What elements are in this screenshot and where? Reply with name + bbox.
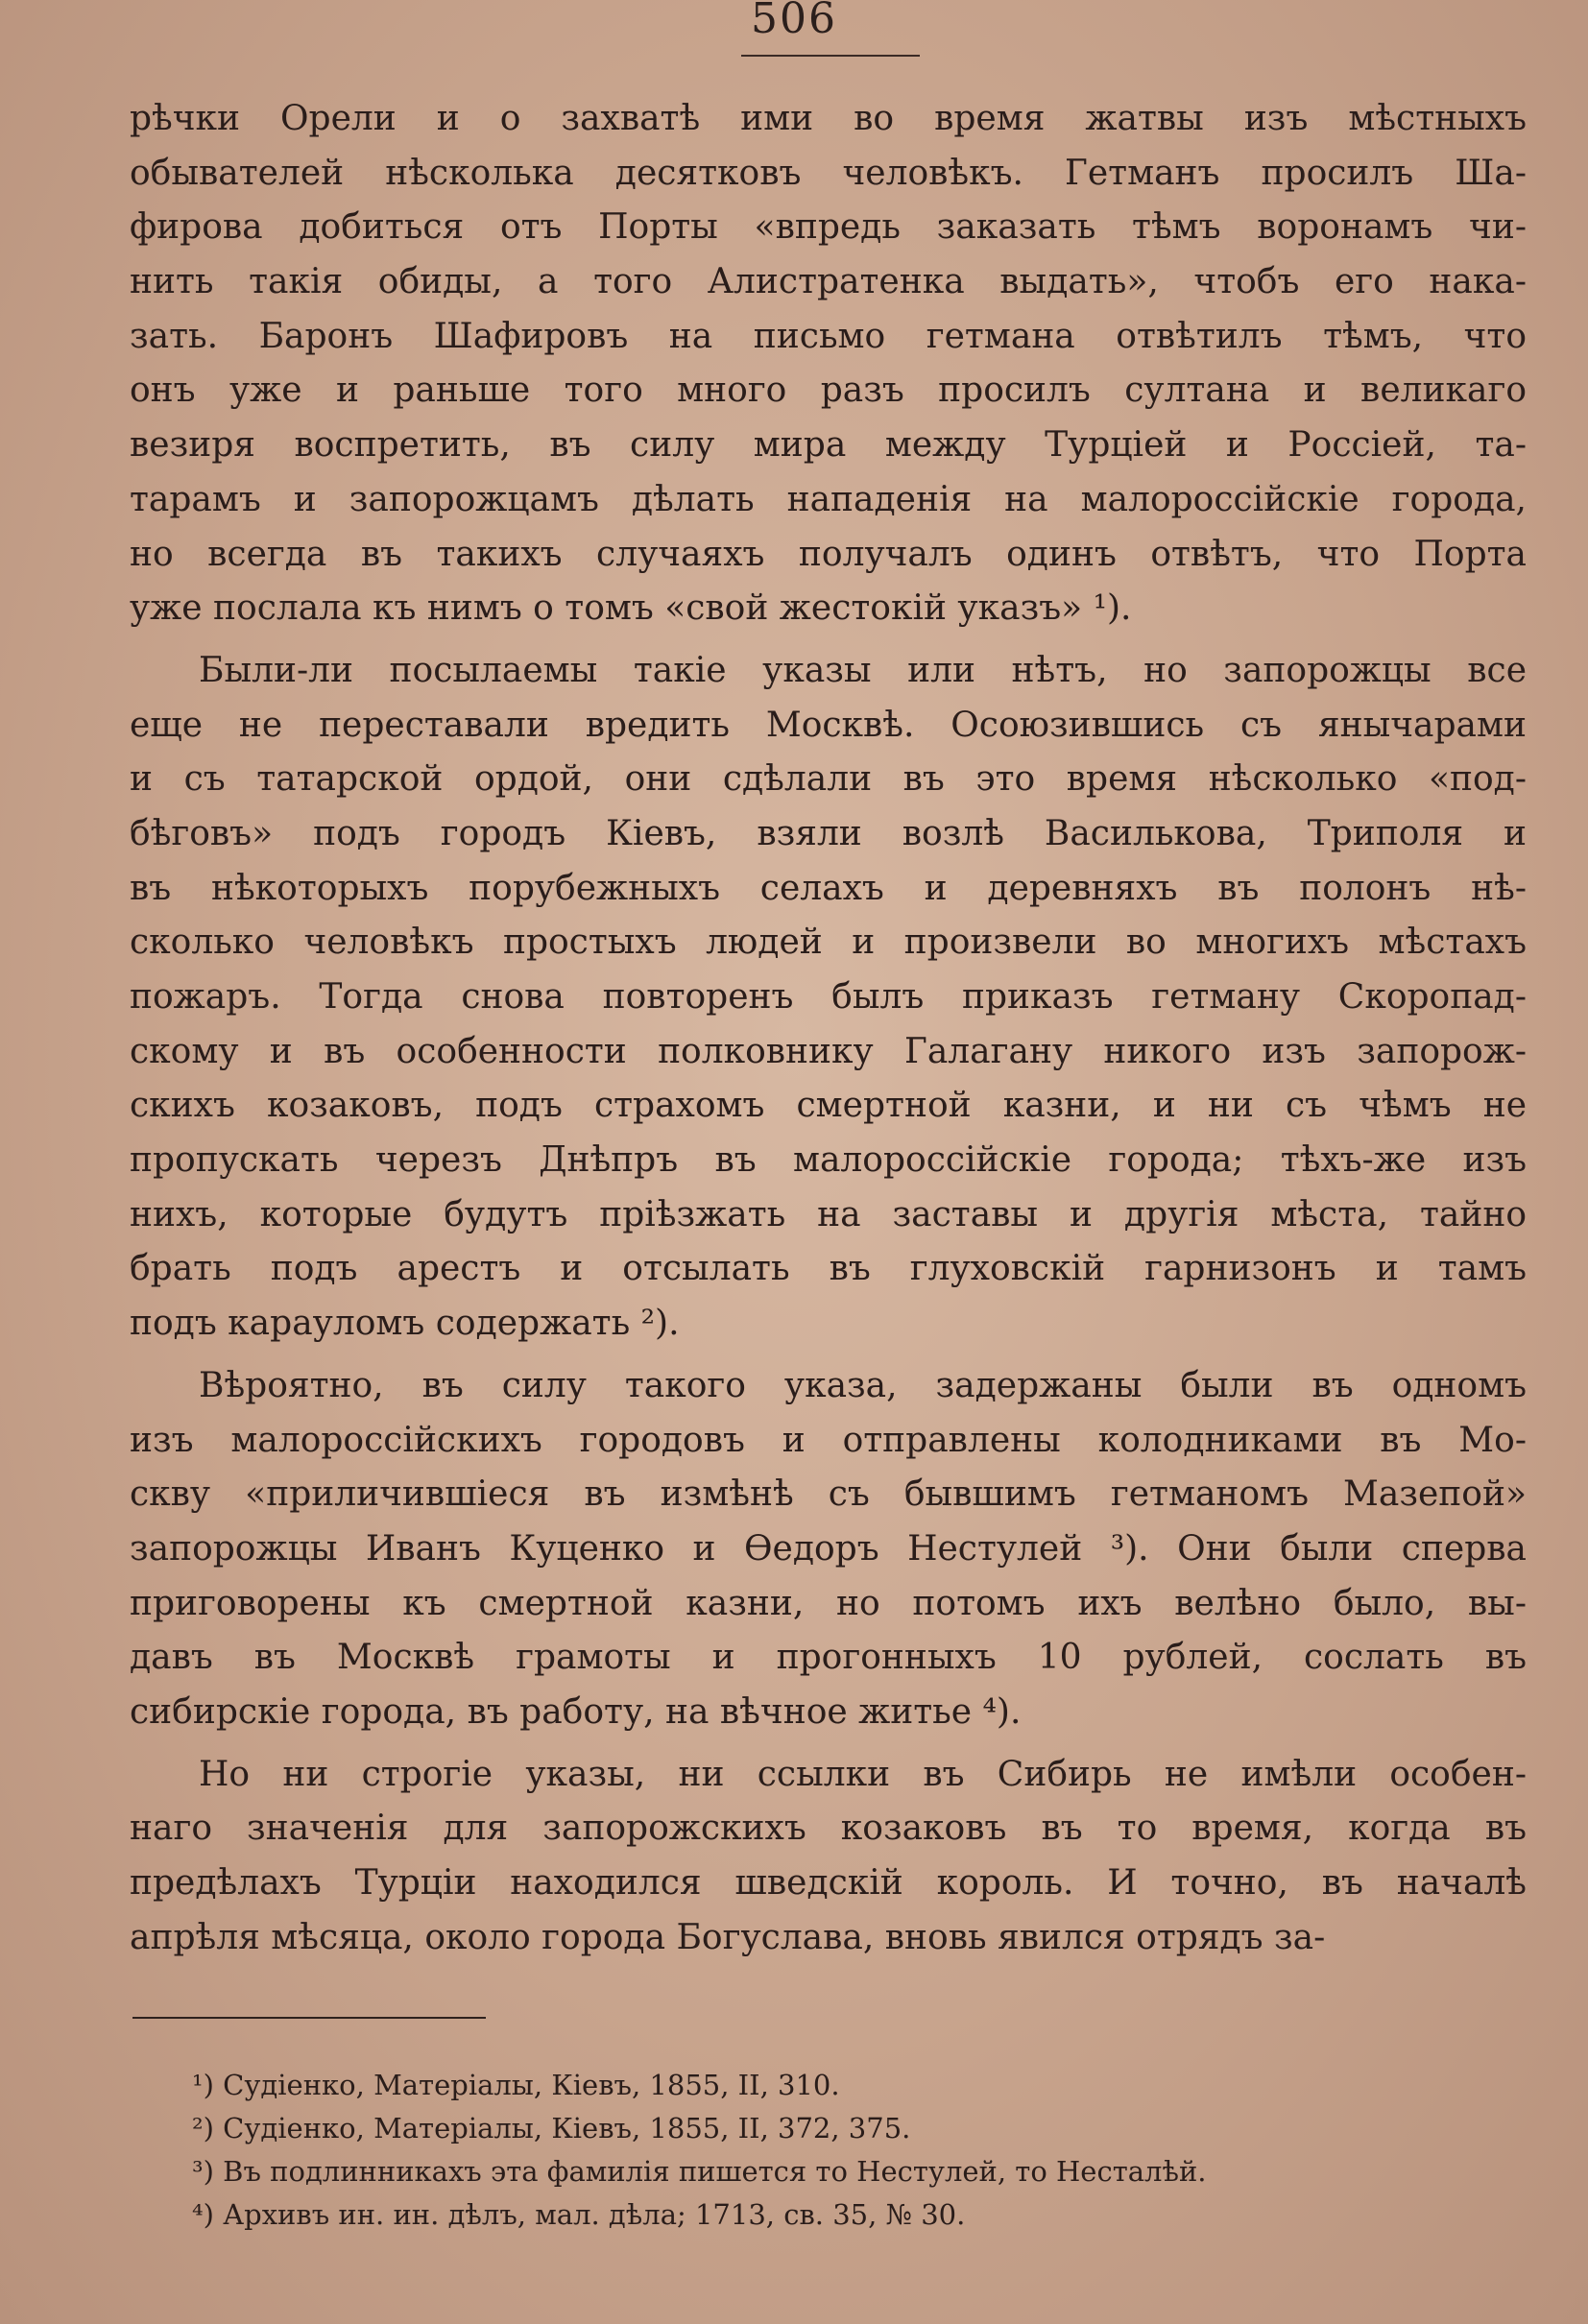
text-line: фирова добиться отъ Порты «впредь заказать тѣмъ воронамъ чи- [130, 207, 1527, 248]
text-line: Вѣроятно, въ силу такого указа, задержаны были въ одномъ [199, 1365, 1527, 1405]
text-line: онъ уже и раньше того много разъ просилъ султана и великаго [130, 371, 1527, 411]
text-line: нить такія обиды, а того Алистратенка выдать», чтобъ его нака- [130, 262, 1527, 302]
footnote-marker: ³) [192, 2155, 214, 2188]
footnote-marker: ⁴) [192, 2198, 214, 2231]
paragraph-gap [130, 1740, 1527, 1748]
footnote [192, 2150, 1498, 2193]
text-line: обывателей нѣсколька десятковъ человѣкъ. Гетманъ просилъ Ша- [130, 153, 1527, 193]
text-line: Но ни строгіе указы, ни ссылки въ Сибирь не имѣли особен- [199, 1754, 1527, 1794]
footnote-marker: ¹) [192, 2069, 214, 2101]
footnote-marker: ²) [192, 2112, 214, 2144]
paragraph-gap [130, 636, 1527, 644]
text-line: пожаръ. Тогда снова повторенъ былъ приказъ гетману Скоропад- [130, 977, 1527, 1017]
text-line: скву «приличившіеся въ измѣнѣ съ бывшимъ гетманомъ Мазепой» [130, 1474, 1527, 1515]
paragraph [130, 1359, 1527, 1740]
text-line: скихъ козаковъ, подъ страхомъ смертной казни, и ни съ чѣмъ не [130, 1086, 1527, 1126]
text-line: брать подъ арестъ и отсылать въ глуховскій гарнизонъ и тамъ [130, 1249, 1527, 1289]
text-line: но всегда въ такихъ случаяхъ получалъ одинъ отвѣтъ, что Порта [130, 534, 1527, 574]
footnote-text: Судіенко, Матеріалы, Кіевъ, 1855, II, 310. [223, 2069, 840, 2101]
text-line: предѣлахъ Турціи находился шведскій король. И точно, въ началѣ [130, 1863, 1527, 1903]
text-line: уже послала къ нимъ о томъ «свой жестокій указъ» ¹). [130, 588, 1132, 629]
paragraph [130, 92, 1527, 636]
text-line: рѣчки Орели и о захватѣ ими во время жатвы изъ мѣстныхъ [130, 99, 1527, 138]
text-line: зать. Баронъ Шафировъ на письмо гетмана отвѣтилъ тѣмъ, что [130, 316, 1527, 356]
body-text [130, 92, 1527, 1965]
footnote [192, 2064, 1498, 2107]
footnote-text: Судіенко, Матеріалы, Кіевъ, 1855, II, 372, 375. [223, 2112, 911, 2144]
footnote-text: Архивъ ин. ин. дѣлъ, мал. дѣла; 1713, св. 35, № 30. [223, 2198, 966, 2231]
text-line: тарамъ и запорожцамъ дѣлать нападенія на малороссійскіе города, [130, 479, 1527, 519]
text-line: везиря воспретить, въ силу мира между Турціей и Россіей, та- [130, 425, 1527, 466]
header-rule [741, 55, 920, 57]
text-line: Были-ли посылаемы такіе указы или нѣтъ, но запорожцы все [199, 650, 1527, 690]
text-line: приговорены къ смертной казни, но потомъ ихъ велѣно было, вы- [130, 1583, 1527, 1623]
text-line: и съ татарской ордой, они сдѣлали въ это время нѣсколько «под- [130, 759, 1527, 800]
text-line: наго значенія для запорожскихъ козаковъ въ то время, когда въ [130, 1809, 1527, 1849]
footnote [192, 2107, 1498, 2150]
text-line: давъ въ Москвѣ грамоты и прогонныхъ 10 рублей, сослать въ [130, 1638, 1527, 1678]
paragraph [130, 644, 1527, 1352]
text-line: подъ карауломъ содержать ²). [130, 1304, 680, 1344]
text-line: запорожцы Иванъ Куценко и Ѳедоръ Нестулей ³). Они были сперва [130, 1528, 1527, 1569]
text-line: сибирскіе города, въ работу, на вѣчное житье ⁴). [130, 1691, 1022, 1732]
paragraph [130, 1748, 1527, 1966]
text-line: апрѣля мѣсяца, около города Богуслава, вновь явился отрядъ за- [130, 1917, 1326, 1957]
footnotes [192, 2064, 1498, 2237]
text-line: пропускать черезъ Днѣпръ въ малороссійскіе города; тѣхъ-же изъ [130, 1140, 1527, 1181]
page-number: 506 [751, 0, 837, 43]
footnote [192, 2193, 1498, 2237]
text-line: нихъ, которые будутъ пріѣзжать на заставы и другія мѣста, тайно [130, 1194, 1527, 1234]
paragraph-gap [130, 1352, 1527, 1359]
text-line: бѣговъ» подъ городъ Кіевъ, взяли возлѣ Василькова, Триполя и [130, 813, 1527, 853]
footnote-separator [132, 2017, 486, 2019]
text-line: еще не переставали вредить Москвѣ. Осоюзившись съ янычарами [130, 705, 1527, 745]
text-line: въ нѣкоторыхъ порубежныхъ селахъ и деревняхъ въ полонъ нѣ- [130, 868, 1527, 908]
footnote-text: Въ подлинникахъ эта фамилія пишется то Нестулей, то Несталѣй. [223, 2155, 1207, 2188]
text-line: сколько человѣкъ простыхъ людей и произвели во многихъ мѣстахъ [130, 922, 1527, 963]
text-line: скому и въ особенности полковнику Галагану никого изъ запорож- [130, 1031, 1527, 1071]
text-line: изъ малороссійскихъ городовъ и отправлены колодниками въ Мо- [130, 1420, 1527, 1460]
